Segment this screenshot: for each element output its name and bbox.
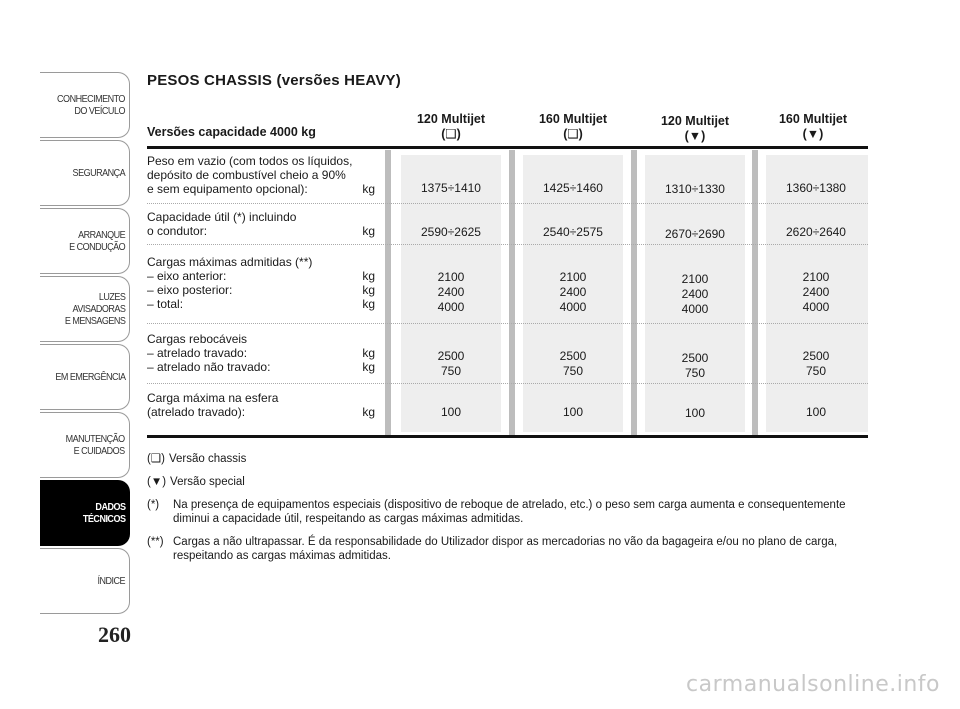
- tab-label: SEGURANÇA: [72, 167, 125, 179]
- footnote-text: Versão special: [170, 476, 245, 488]
- label-text: – total:: [147, 297, 184, 311]
- value-cell: 100: [684, 406, 706, 420]
- footnote-special: [147, 475, 869, 489]
- column-header: [758, 112, 868, 142]
- unit: kg: [362, 269, 375, 283]
- column-separator: [752, 150, 758, 437]
- label-text: Capacidade útil (*) incluindo: [147, 210, 297, 224]
- version-mark: (❑): [441, 127, 461, 141]
- value-line: 2500: [437, 349, 465, 363]
- tab-seguranca[interactable]: [40, 140, 130, 206]
- value-line: 2500: [802, 349, 830, 363]
- footnote-key: (*): [147, 499, 160, 511]
- footnote-double-asterisk: [147, 535, 869, 563]
- label-text: – atrelado travado:: [147, 346, 248, 360]
- row-label-peso-em-vazio: [147, 154, 375, 196]
- value-cell-group: [396, 270, 506, 315]
- value-cell: 1360÷1380: [786, 181, 846, 195]
- unit: [369, 154, 375, 168]
- value-line: 2400: [559, 285, 587, 299]
- value-cell-group: [518, 349, 628, 379]
- value-cell: 1375÷1410: [421, 181, 481, 195]
- value-cell-group: [640, 272, 750, 317]
- value-cell: 2590÷2625: [421, 225, 481, 239]
- column-separator: [509, 150, 515, 437]
- tab-label: ÍNDICE: [97, 575, 125, 587]
- label-text: – eixo posterior:: [147, 283, 233, 297]
- column-separator: [631, 150, 637, 437]
- value-line: 4000: [559, 300, 587, 314]
- value-line: 750: [440, 364, 462, 378]
- label-text: depósito de combustível cheio a 90%: [147, 168, 346, 182]
- label-text: – eixo anterior:: [147, 269, 227, 283]
- page-number: 260: [98, 622, 131, 647]
- value-line: 2400: [681, 287, 709, 301]
- value-cell: 100: [440, 405, 462, 419]
- tab-dados-tecnicos[interactable]: [40, 480, 130, 546]
- version-mark: (❑): [563, 127, 583, 141]
- footnote-key: (▼): [147, 476, 167, 488]
- value-cell: 100: [805, 405, 827, 419]
- row-divider: [147, 244, 868, 245]
- value-cell: 2670÷2690: [665, 227, 725, 241]
- column-header: [396, 112, 506, 142]
- row-divider: [147, 203, 868, 204]
- section-heading: PESOS CHASSIS (versões HEAVY): [147, 72, 401, 89]
- unit: kg: [362, 283, 375, 297]
- value-line: 2100: [802, 270, 830, 284]
- value-line: 4000: [802, 300, 830, 314]
- label-text: (atrelado travado):: [147, 405, 246, 419]
- unit: kg: [362, 405, 375, 419]
- tab-conhecimento-do-veiculo[interactable]: [40, 72, 130, 138]
- footnote-chassis: [147, 452, 869, 466]
- value-line: 750: [805, 364, 827, 378]
- tab-label: MANUTENÇÃO E CUIDADOS: [65, 433, 125, 457]
- column-name: 160 Multijet: [538, 112, 608, 126]
- tab-em-emergencia[interactable]: [40, 344, 130, 410]
- footnote-text: Versão chassis: [168, 453, 247, 465]
- column-separator: [385, 150, 391, 437]
- value-line: 2100: [559, 270, 587, 284]
- value-cell-group: [640, 351, 750, 381]
- value-cell-group: [761, 349, 871, 379]
- row-label-cargas-rebocaveis: [147, 332, 375, 374]
- row-divider: [147, 383, 868, 384]
- value-cell: 100: [562, 405, 584, 419]
- column-header: [640, 114, 750, 144]
- watermark: carmanualsonline.info: [686, 672, 940, 697]
- value-line: 2500: [681, 351, 709, 365]
- value-line: 750: [684, 366, 706, 380]
- column-name: 120 Multijet: [416, 112, 486, 126]
- value-cell: 1425÷1460: [543, 181, 603, 195]
- value-line: 4000: [681, 302, 709, 316]
- value-line: 4000: [437, 300, 465, 314]
- footnote-asterisk: [147, 498, 869, 526]
- label-text: Carga máxima na esfera: [147, 391, 279, 405]
- value-line: 2400: [802, 285, 830, 299]
- footnote-key: (**): [147, 536, 164, 548]
- table-caption: Versões capacidade 4000 kg: [147, 125, 316, 139]
- label-text: – atrelado não travado:: [147, 360, 271, 374]
- tab-label: LUZES AVISADORAS E MENSAGENS: [64, 291, 125, 327]
- label-text: Cargas máximas admitidas (**): [147, 255, 313, 269]
- row-label-carga-esfera: [147, 391, 375, 419]
- footnote-text: Cargas a não ultrapassar. É da responsabilidade do Utilizador dispor as mercadorias no vão da bagageira e/ou no plano de carga, respeitando as cargas máximas admitidas.: [173, 536, 838, 562]
- table-top-rule: [147, 146, 868, 149]
- row-divider: [147, 323, 868, 324]
- unit: kg: [362, 360, 375, 374]
- tab-label: ARRANQUE E CONDUÇÃO: [68, 229, 125, 253]
- value-cell: 2620÷2640: [786, 225, 846, 239]
- label-text: o condutor:: [147, 224, 208, 238]
- footnote-text: Na presença de equipamentos especiais (dispositivo de reboque de atrelado, etc.) o peso sem carga aumenta e consequentemente diminui a capacidade útil, respeitando as cargas máximas admitidas.: [173, 499, 846, 525]
- column-name: 160 Multijet: [778, 112, 848, 126]
- unit: kg: [362, 297, 375, 311]
- value-cell: 2540÷2575: [543, 225, 603, 239]
- column-header: [518, 112, 628, 142]
- value-line: 2100: [681, 272, 709, 286]
- row-label-cargas-maximas: [147, 255, 375, 311]
- value-cell-group: [761, 270, 871, 315]
- row-label-capacidade-util: [147, 210, 375, 238]
- value-line: 2500: [559, 349, 587, 363]
- tab-indice[interactable]: [40, 548, 130, 614]
- label-text: e sem equipamento opcional):: [147, 182, 308, 196]
- label-text: Peso em vazio (com todos os líquidos,: [147, 154, 353, 168]
- value-line: 2400: [437, 285, 465, 299]
- tab-manutencao-e-cuidados[interactable]: [40, 412, 130, 478]
- tab-luzes-avisadoras[interactable]: [40, 276, 130, 342]
- version-mark: (▼): [802, 127, 824, 141]
- unit: kg: [362, 346, 375, 360]
- value-cell-group: [518, 270, 628, 315]
- footnote-key: (❑): [147, 453, 165, 465]
- unit: [369, 255, 375, 269]
- footnotes: [147, 452, 869, 572]
- tab-label: DADOS TÉCNICOS: [82, 501, 125, 525]
- table-bottom-rule: [147, 435, 868, 438]
- value-line: 750: [562, 364, 584, 378]
- unit: kg: [362, 182, 375, 196]
- unit: [369, 168, 375, 182]
- column-name: 120 Multijet: [660, 114, 730, 128]
- tab-arranque-e-conducao[interactable]: [40, 208, 130, 274]
- unit: [369, 391, 375, 405]
- tab-label: CONHECIMENTO DO VEÍCULO: [57, 93, 125, 117]
- value-cell: 1310÷1330: [665, 182, 725, 196]
- tab-label: EM EMERGÊNCIA: [54, 371, 125, 383]
- value-cell-group: [396, 349, 506, 379]
- label-text: Cargas rebocáveis: [147, 332, 248, 346]
- value-line: 2100: [437, 270, 465, 284]
- unit: [369, 210, 375, 224]
- unit: kg: [362, 224, 375, 238]
- version-mark: (▼): [684, 129, 706, 143]
- unit: [369, 332, 375, 346]
